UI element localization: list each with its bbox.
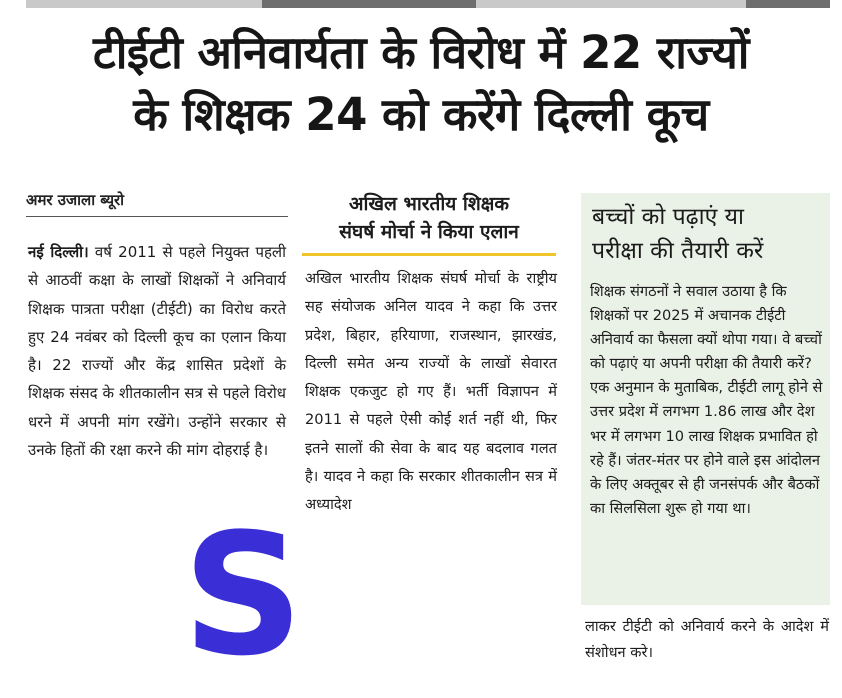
subheading-line-1: अखिल भारतीय शिक्षक [349, 193, 509, 215]
top-border-segment [26, 0, 262, 8]
column-1-text: वर्ष 2011 से पहले नियुक्त पहली से आठवीं कक्षा के लाखों शिक्षकों ने अनिवार्य शिक्षक पात्रता परीक्षा (टीईटी) का विरोध करते हुए 24 नवंबर को दिल्ली कूच का एलान किया है। 22 राज्यों और केंद्र शासित प्रदेशों के शिक्षक संसद के शीतकालीन सत्र से पहले विरोध धरने में अपनी मांग रखेंगे। उन्होंने सरकार से उनके हितों की रक्षा करने की मांग दोहराई है। [28, 243, 286, 460]
scan-edge-mask [0, 546, 12, 698]
sidebar-title-line-2: परीक्षा की तैयारी करें [592, 238, 764, 264]
headline-line-1: टीईटी अनिवार्यता के विरोध में 22 राज्यों [93, 26, 749, 79]
top-border-segment [262, 0, 476, 8]
headline [14, 22, 828, 146]
sidebar-text: शिक्षक संगठनों ने सवाल उठाया है कि शिक्षकों पर 2025 में अचानक टीईटी अनिवार्य का फैसला क्यों थोपा गया। वे बच्चों को पढ़ाएं या अपनी परीक्षा की तैयारी करें? एक अनुमान के मुताबिक, टीईटी लागू होने से उत्तर प्रदेश में लगभग 1.86 लाख और देश भर में लगभग 10 लाख शिक्षक प्रभावित हो रहे हैं। जंतर-मंतर पर होने वाले इस आंदोलन के लिए अक्तूबर से ही जनसंपर्क और बैठकों का सिलसिला शुरू हो गया था। [590, 283, 823, 517]
sidebar-title [592, 200, 822, 268]
watermark-logo: S [182, 497, 304, 693]
article-continuation: लाकर टीईटी को अनिवार्य करने के आदेश में संशोधन करे। [585, 618, 829, 661]
scan-edge-mask [565, 668, 842, 698]
subheading-rule [302, 253, 556, 256]
subheading-line-2: संघर्ष मोर्चा ने किया एलान [339, 221, 519, 243]
article-column-1 [28, 238, 286, 464]
byline: अमर उजाला ब्यूरो [26, 190, 288, 217]
top-border-segment [746, 0, 830, 8]
sidebar-title-line-1: बच्चों को पढ़ाएं या [592, 204, 744, 230]
top-border-segment [476, 0, 746, 8]
headline-line-2: के शिक्षक 24 को करेंगे दिल्ली कूच [133, 88, 709, 141]
dateline: नई दिल्ली। [28, 243, 89, 261]
subheading [300, 190, 558, 246]
top-border [0, 0, 842, 10]
article-column-2: अखिल भारतीय शिक्षक संघर्ष मोर्चा के राष्ट्रीय सह संयोजक अनिल यादव ने कहा कि उत्तर प्रदेश, बिहार, हरियाणा, राजस्थान, झारखंड, दिल्ली समेत अन्य राज्यों के लाखों सेवारत शिक्षक एकजुट हो गए हैं। भर्ती विज्ञापन में 2011 से पहले ऐसी कोई शर्त नहीं थी, फिर इतने सालों की सेवा के बाद यह बदलाव गलत है। यादव ने कहा कि सरकार शीतकालीन सत्र में अध्यादेश [305, 270, 557, 514]
